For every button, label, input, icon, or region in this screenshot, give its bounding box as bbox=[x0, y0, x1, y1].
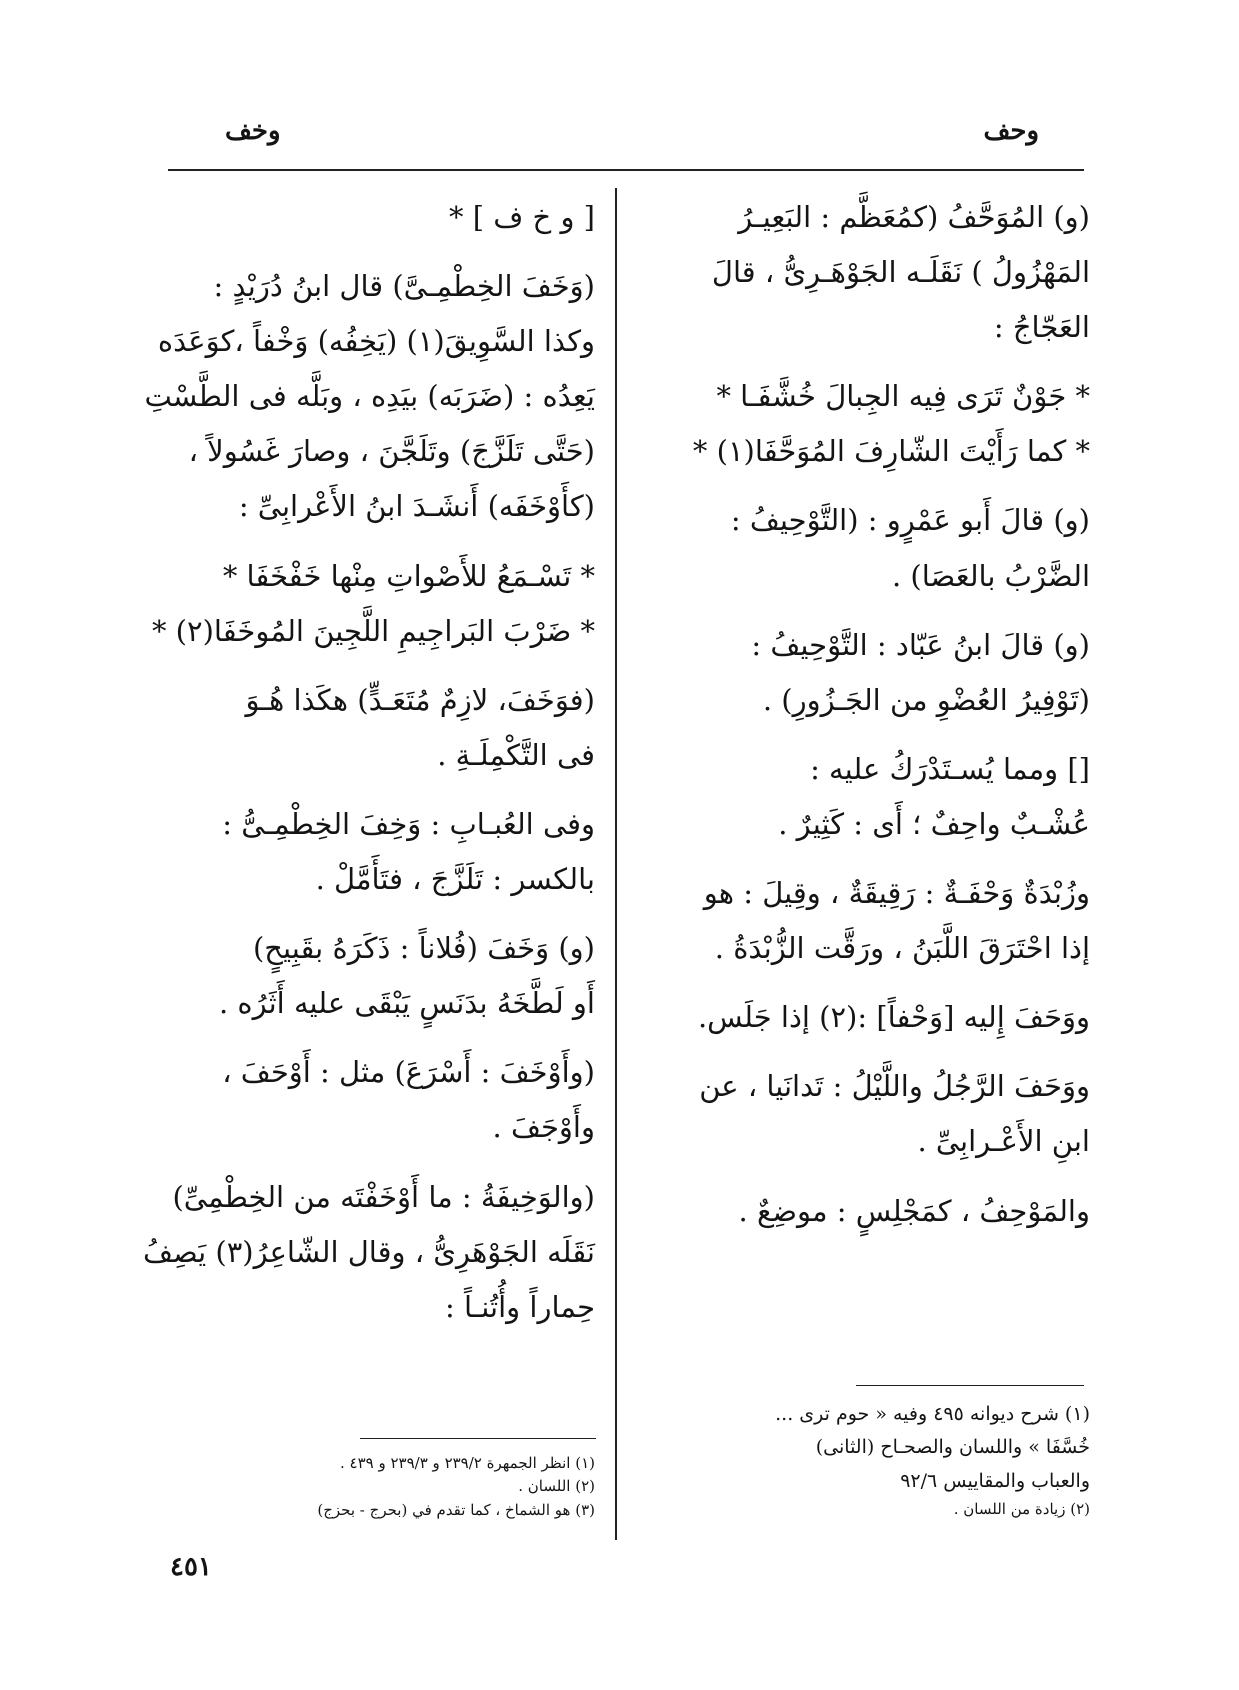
text-line: المَهْزُولُ ) نَقَلَـه الجَوْهَـرِىُّ ، قالَ bbox=[711, 255, 1090, 290]
text-line: * جَوْنٌ تَرَى فِيه الجِبالَ خُشَّفَـا * bbox=[716, 379, 1090, 414]
paragraph-gap bbox=[170, 245, 595, 259]
footnote-line: (٣) هو الشماخ ، كما تقدم في (بحرج - بحزج) bbox=[317, 1500, 595, 1519]
footnote-rule-right bbox=[856, 1385, 1084, 1386]
footnote-line: (١) انظر الجمهرة ٢٣٩/٢ و ٢٣٩/٣ و ٤٣٩ . bbox=[340, 1454, 595, 1472]
right-column bbox=[650, 190, 1090, 1239]
text-line: وزُبْدَةٌ وَحْفَـةٌ : رَقِيقَةٌ ، وقِيلَ : هو bbox=[703, 876, 1090, 911]
text-line: ووَحَفَ إِليه [وَحْفاً] :(٢) إذا جَلَس. bbox=[697, 1000, 1090, 1035]
text-line: وأَوْجَفَ . bbox=[492, 1110, 595, 1145]
paragraph-gap bbox=[650, 976, 1090, 990]
text-line: (و) قالَ أَبو عَمْرٍو : (التَّوْحِيفُ : bbox=[730, 503, 1090, 538]
text-line: * ضَرْبَ البَراجِيمِ اللَّجِينَ المُوخَفَا(٢) * bbox=[151, 613, 595, 648]
paragraph-gap bbox=[170, 907, 595, 921]
header-rule bbox=[168, 169, 1084, 171]
text-line: ووَحَفَ الرَّجُلُ واللَّيْلُ : تَدانَيا ، عن bbox=[699, 1069, 1090, 1104]
paragraph-gap bbox=[650, 355, 1090, 369]
footnotes-left bbox=[170, 1452, 595, 1522]
text-line: إذا احْتَرَقَ اللَّبَنُ ، ورَقَّت الزُّبْدَةُ . bbox=[714, 931, 1090, 966]
text-line: [ و خ ف ] * bbox=[448, 200, 595, 234]
text-line: حِماراً وأُتُنـاً : bbox=[444, 1289, 595, 1324]
text-line: عُشْـبٌ واحِفٌ ؛ أَى : كَثِيرٌ . bbox=[778, 806, 1090, 841]
text-line: الضَّرْبُ بالعَصَا) . bbox=[891, 558, 1090, 593]
footnote-line: (١) شرح ديوانه ٤٩٥ وفيه « حوم ترى ... bbox=[775, 1403, 1090, 1425]
header-right-keyword: وحف bbox=[983, 116, 1039, 146]
text-line: بالكسر : تَلَزَّجَ ، فتَأَمَّلْ . bbox=[315, 862, 595, 897]
text-line: والمَوْحِفُ ، كمَجْلِسٍ : موضِعٌ . bbox=[738, 1193, 1090, 1228]
text-line: وفى العُبـابِ : وَخِفَ الخِطْمِـىُّ : bbox=[222, 806, 595, 841]
footnote-rule-left bbox=[360, 1438, 596, 1439]
text-line: ابنِ الأَعْـرابِىِّ . bbox=[917, 1124, 1090, 1159]
text-line: (و) وَخَفَ (فُلاناً : ذَكَرَهُ بقَبِيحٍ) bbox=[252, 931, 595, 966]
text-line: * تَسْـمَعُ للأَصْواتِ مِنْها خَفْخَفَا * bbox=[222, 558, 595, 593]
text-line: (والوَخِيفَةُ : ما أَوْخَفْتَه من الخِطْمِىِّ) bbox=[172, 1179, 595, 1214]
header-left-keyword: وخف bbox=[225, 116, 281, 146]
text-line: (و) المُوَحَّفُ (كمُعَظَّم : البَعِيـرُ bbox=[738, 200, 1090, 234]
text-line: (وأَوْخَفَ : أَسْرَعَ) مثل : أَوْحَفَ ، bbox=[222, 1055, 595, 1090]
paragraph-gap bbox=[650, 1045, 1090, 1059]
text-line: نَقَلَه الجَوْهَرِىُّ ، وقال الشّاعِرُ(٣) يَصِفُ bbox=[142, 1234, 595, 1269]
paragraph-gap bbox=[170, 1156, 595, 1170]
paragraph-gap bbox=[170, 535, 595, 549]
footnote-line: (٢) اللسان . bbox=[518, 1477, 595, 1496]
text-line: فى التَّكْمِلَـةِ . bbox=[437, 737, 595, 772]
paragraph-gap bbox=[650, 852, 1090, 866]
footnote-line: والعباب والمقاييس ٩٢/٦ bbox=[900, 1469, 1090, 1492]
left-column bbox=[142, 190, 595, 1335]
text-line: (كأَوْخَفَه) أَنشَـدَ ابنُ الأَعْرابِىِّ : bbox=[238, 489, 595, 524]
paragraph-gap bbox=[650, 1170, 1090, 1184]
paragraph-gap bbox=[650, 604, 1090, 618]
text-line: يَعِدُه : (ضَرَبَه) بيَدِه ، وبَلَّه فى الطَّسْتِ bbox=[144, 379, 595, 414]
footnotes-right bbox=[650, 1398, 1090, 1521]
text-line: أَو لَطَّخَهُ بدَنَسٍ يَبْقَى عليه أَثَرُه . bbox=[218, 986, 595, 1021]
paragraph-gap bbox=[170, 783, 595, 797]
text-line: وكذا السَّوِيقَ(١) (يَخِفُه) وَخْفاً ،كوَعَدَه bbox=[157, 324, 595, 359]
text-line: (و) قالَ ابنُ عَبّاد : التَّوْحِيفُ : bbox=[751, 627, 1090, 662]
paragraph-gap bbox=[170, 1031, 595, 1045]
text-line: (وَخَفَ الخِطْمِـىَّ) قال ابنُ دُرَيْدٍ : bbox=[213, 269, 595, 304]
footnote-line: (٢) زيادة من اللسان . bbox=[953, 1499, 1090, 1518]
paragraph-gap bbox=[170, 659, 595, 673]
column-divider bbox=[615, 188, 617, 1540]
text-line: (حَتَّى تَلَزَّجَ) وتَلَجَّنَ ، وصارَ غَسُولاً ، bbox=[188, 434, 595, 469]
text-line: [] ومما يُسـتَدْرَكُ عليه : bbox=[810, 751, 1090, 786]
text-line: (فوَخَفَ، لازِمٌ مُتَعَـدٍّ) هكَذا هُـوَ bbox=[245, 682, 595, 717]
text-line: (تَوْفِيرُ العُضْوِ من الجَـزُورِ) . bbox=[762, 682, 1090, 717]
text-line: العَجّاجُ : bbox=[993, 310, 1090, 345]
footnote-line: خُسَّفَا » واللسان والصحـاح (الثانى) bbox=[815, 1436, 1090, 1459]
text-line: * كما رَأَيْتَ الشّارِفَ المُوَحَّفَا(١) * bbox=[692, 434, 1090, 469]
page-number: ٤٥١ bbox=[170, 1552, 212, 1582]
paragraph-gap bbox=[650, 728, 1090, 742]
paragraph-gap bbox=[650, 479, 1090, 493]
